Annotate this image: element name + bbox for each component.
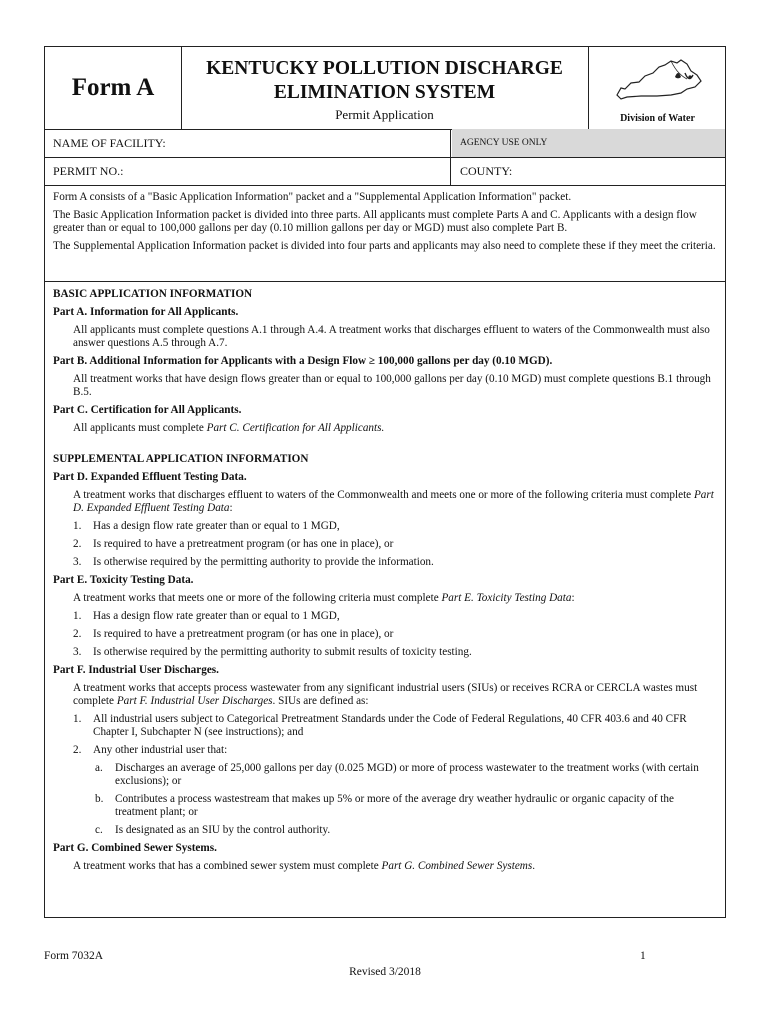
part-e-post: : <box>571 592 575 604</box>
part-e-text <box>73 592 717 605</box>
part-d-text <box>73 489 717 515</box>
subtitle: Permit Application <box>335 107 434 122</box>
part-b-title: Part B. Additional Information for Applicants with a Design Flow ≥ 100,000 gallons per day (0.10 MGD). <box>53 355 553 367</box>
list-text: Any other industrial user that: <box>93 744 228 756</box>
permit-row <box>45 157 725 186</box>
sub-list-text: Discharges an average of 25,000 gallons per day (0.025 MGD) or more of process wastewater to the treatment works (with certain exclusions); or <box>115 762 699 787</box>
basic-info-heading: BASIC APPLICATION INFORMATION <box>53 288 253 300</box>
list-item <box>73 520 717 533</box>
page-number: 1 <box>640 950 646 962</box>
form-label: Form A <box>45 47 182 129</box>
sub-list-letter: b. <box>95 793 104 805</box>
logo-caption: Division of Water <box>620 113 695 124</box>
sub-list-item <box>95 824 717 837</box>
list-item <box>73 556 717 569</box>
list-text: Is required to have a pretreatment program (or has one in place), or <box>93 628 394 640</box>
part-f-text <box>73 682 717 708</box>
part-c-italic: Part C. Certification for All Applicants. <box>206 422 385 434</box>
list-number: 2. <box>73 628 82 640</box>
sub-list-letter: c. <box>95 824 103 836</box>
logo-block <box>588 47 726 129</box>
part-g-title: Part G. Combined Sewer Systems. <box>53 842 217 854</box>
revision-date: Revised 3/2018 <box>349 966 421 978</box>
list-item <box>73 628 717 641</box>
list-number: 1. <box>73 713 82 725</box>
title-block <box>182 47 587 129</box>
part-g-pre: A treatment works that has a combined sewer system must complete <box>73 860 382 872</box>
part-c-pre: All applicants must complete <box>73 422 207 434</box>
list-item <box>73 610 717 623</box>
intro-paragraph-1: Form A consists of a "Basic Application Information" packet and a "Supplemental Application Information" packet. <box>53 191 572 203</box>
permit-number-field[interactable]: PERMIT NO.: <box>45 157 451 185</box>
sub-list-item <box>95 762 717 788</box>
list-number: 1. <box>73 610 82 622</box>
list-number: 1. <box>73 520 82 532</box>
list-text: Has a design flow rate greater than or equal to 1 MGD, <box>93 610 340 622</box>
part-b-text: All treatment works that have design flows greater than or equal to 100,000 gallons per day (0.10 MGD) must complete questions B.1 through B.5. <box>73 373 711 398</box>
part-d-post: : <box>229 502 233 514</box>
intro-section <box>45 185 725 282</box>
part-e-pre: A treatment works that meets one or more of the following criteria must complete <box>73 592 442 604</box>
part-e-title: Part E. Toxicity Testing Data. <box>53 574 194 586</box>
list-text: Is otherwise required by the permitting authority to submit results of toxicity testing. <box>93 646 472 658</box>
title-line-2: ELIMINATION SYSTEM <box>273 82 496 103</box>
list-item <box>73 744 717 757</box>
part-a-text: All applicants must complete questions A.1 through A.4. A treatment works that discharges effluent to waters of the Commonwealth must also answer questions A.5 through A.7. <box>73 324 710 349</box>
form-number: Form 7032A <box>44 950 104 962</box>
part-g-post: . <box>532 860 536 872</box>
part-f-title: Part F. Industrial User Discharges. <box>53 664 219 676</box>
part-d-pre: A treatment works that discharges effluent to waters of the Commonwealth and meets one or more of the following criteria must complete <box>73 489 694 501</box>
list-number: 3. <box>73 646 82 658</box>
kentucky-map-icon <box>611 55 705 107</box>
list-text: Has a design flow rate greater than or equal to 1 MGD, <box>93 520 340 532</box>
part-f-pre: A treatment works that accepts process wastewater from any significant industrial users (SIUs) or receives RCRA or CERCLA wastes must complete <box>73 682 698 707</box>
form-frame <box>44 46 726 918</box>
title-line-1: KENTUCKY POLLUTION DISCHARGE <box>206 58 563 79</box>
supplemental-info-heading: SUPPLEMENTAL APPLICATION INFORMATION <box>53 453 309 465</box>
part-d-title: Part D. Expanded Effluent Testing Data. <box>53 471 247 483</box>
sub-list-text: Is designated as an SIU by the control authority. <box>115 824 331 836</box>
part-e-italic: Part E. Toxicity Testing Data <box>441 592 572 604</box>
part-c-title: Part C. Certification for All Applicants. <box>53 404 242 416</box>
list-number: 3. <box>73 556 82 568</box>
county-field[interactable]: COUNTY: <box>460 164 513 178</box>
list-item <box>73 713 717 739</box>
part-g-text <box>73 860 717 873</box>
intro-paragraph-2: The Basic Application Information packet is divided into three parts. All applicants must complete Parts A and C. Applicants with a design flow greater than or equal to 100,000 gallons per day (0.10 million gallons per day or MGD) must also complete Part B. <box>53 209 697 234</box>
list-number: 2. <box>73 538 82 550</box>
list-text: All industrial users subject to Categorical Pretreatment Standards under the Code of Federal Regulations, 40 CFR 403.6 and 40 CFR Chapter I, Subchapter N (see instructions); and <box>93 713 687 738</box>
sub-list-letter: a. <box>95 762 103 774</box>
list-item <box>73 646 717 659</box>
part-f-italic: Part F. Industrial User Discharges <box>116 695 273 707</box>
part-f-post: . SIUs are defined as: <box>272 695 369 707</box>
facility-row <box>45 129 725 158</box>
list-item <box>73 538 717 551</box>
part-d-italic: Part D. Expanded Effluent Testing Data <box>73 489 714 514</box>
list-number: 2. <box>73 744 82 756</box>
list-text: Is otherwise required by the permitting authority to provide the information. <box>93 556 434 568</box>
intro-paragraph-3: The Supplemental Application Information packet is divided into four parts and applicants may also need to complete these if they meet the criteria. <box>53 240 716 252</box>
facility-name-field[interactable]: NAME OF FACILITY: <box>45 129 451 157</box>
form-header <box>45 47 725 130</box>
sub-list-item <box>95 793 717 819</box>
agency-use-only-cell: AGENCY USE ONLY <box>452 129 725 157</box>
part-c-text <box>73 422 717 435</box>
instructions-body <box>45 283 725 873</box>
part-a-title: Part A. Information for All Applicants. <box>53 306 239 318</box>
sub-list-text: Contributes a process wastestream that makes up 5% or more of the average dry weather hydraulic or organic capacity of the treatment plant; or <box>115 793 674 818</box>
list-text: Is required to have a pretreatment program (or has one in place), or <box>93 538 394 550</box>
part-g-italic: Part G. Combined Sewer Systems <box>381 860 533 872</box>
